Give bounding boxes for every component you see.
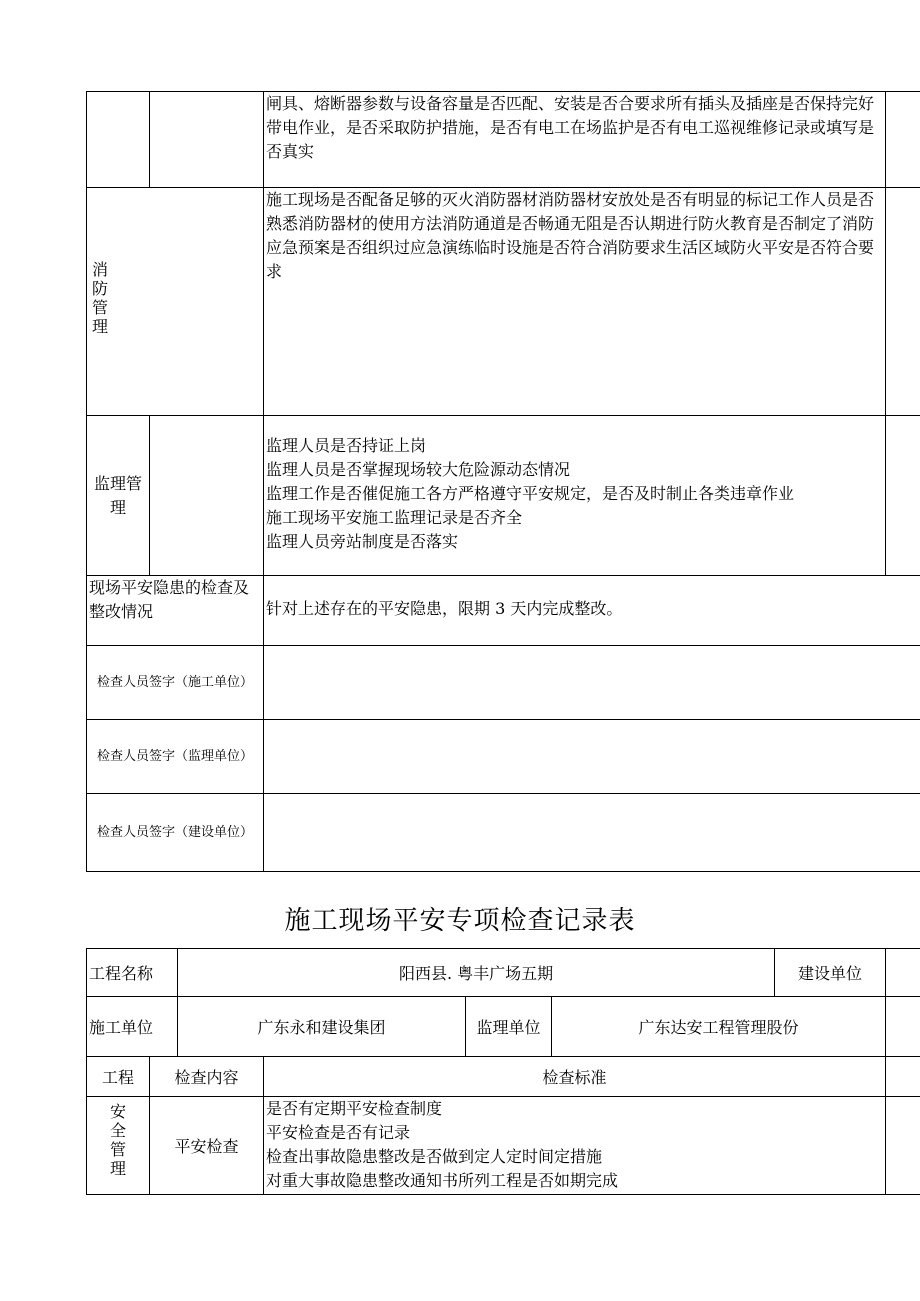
hazard-label-cell [87,576,264,646]
supervision-label-cell [87,416,150,576]
signature-build-field[interactable] [264,794,920,872]
header-result-cell [886,1057,920,1097]
fire-standard-cell [264,188,886,416]
safety-line-3: 检查出事故隐患整改是否做到定人定时间定措施 [266,1147,603,1166]
supervision-unit: 广东达安工程管理股份 [638,1018,799,1037]
fire-result-cell [886,188,920,416]
electrical-result-cell [886,92,920,188]
signature-build-label: 检查人员签字（建设单位） [96,824,253,840]
safety-standard-cell [264,1097,886,1195]
header-content: 检查内容 [174,1068,239,1087]
signature-supervision-field[interactable] [264,720,920,794]
inspection-table-continued [86,91,920,872]
electrical-line-1: 闸具、熔断器参数与设备容量是否匹配、安装是否合要求所有插头及插座是否保持完好 [266,94,875,113]
electrical-item-cell [87,92,150,188]
safety-label-cell [87,1097,150,1195]
safety-line-2: 平安检查是否有记录 [266,1123,411,1142]
electrical-line-2: 带电作业，是否采取防护措施，是否有电工在场监护是否有电工巡视维修记录或填写是否真实 [266,118,875,161]
page-title: 施工现场平安专项检查记录表 [284,906,636,936]
construction-unit: 广东永和建设集团 [257,1018,386,1037]
supervision-unit-extra-cell [886,997,920,1057]
supervision-unit-cell [552,997,886,1057]
fire-label-char: 理 [91,316,108,336]
build-unit-label-cell [775,949,886,997]
fire-label-cell [87,188,264,416]
header-item: 工程 [101,1068,134,1087]
supervision-line-5: 监理人员旁站制度是否落实 [266,532,459,551]
supervision-line-4: 施工现场平安施工监理记录是否齐全 [266,508,523,527]
signature-construction-label: 检查人员签字（施工单位） [96,674,253,690]
signature-construction-field[interactable] [264,646,920,720]
safety-line-4: 对重大事故隐患整改通知书所列工程是否如期完成 [266,1171,619,1190]
inspection-table [86,948,920,1195]
build-unit-cell [886,949,920,997]
supervision-label: 监理管理 [93,473,142,517]
construction-unit-label-cell [87,997,178,1057]
build-unit-label: 建设单位 [798,964,863,983]
fire-label-char: 管 [91,297,108,317]
safety-result-cell [886,1097,920,1195]
header-standard-cell [264,1057,886,1097]
supervision-content-cell [150,416,264,576]
signature-supervision-cell [87,720,264,794]
hazard-content: 针对上述存在的平安隐患，限期 3 天内完成整改。 [266,598,623,618]
signature-construction-cell [87,646,264,720]
signature-build-cell [87,794,264,872]
construction-unit-cell [178,997,466,1057]
safety-label-char: 理 [109,1158,126,1178]
signature-supervision-label: 检查人员签字（监理单位） [96,748,253,764]
safety-content: 平安检查 [174,1137,239,1156]
project-name: 阳西县. 粤丰广场五期 [398,964,554,983]
supervision-result-cell [886,416,920,576]
electrical-standard-cell [264,92,886,188]
fire-standard-text: 施工现场是否配备足够的灭火消防器材消防器材安放处是否有明显的标记工作人员是否熟悉消防器材的使用方法消防通道是否畅通无阻是否认期进行防火教育是否制定了消防应急预案是否组织过应急演练临时设施是否符合消防要求生活区域防火平安是否符合要求 [266,190,875,281]
safety-label-char: 安 [109,1101,126,1121]
safety-line-1: 是否有定期平安检查制度 [266,1099,443,1118]
header-standard: 检查标准 [542,1068,607,1087]
supervision-unit-label-cell [466,997,552,1057]
supervision-line-3: 监理工作是否催促施工各方严格遵守平安规定，是否及时制止各类违章作业 [266,484,795,503]
electrical-content-cell [150,92,264,188]
construction-unit-label: 施工单位 [89,1018,154,1037]
header-item-cell [87,1057,150,1097]
supervision-unit-label: 监理单位 [476,1018,541,1037]
project-name-cell [178,949,775,997]
fire-label-char: 消 [91,259,108,279]
supervision-standard-cell [264,416,886,576]
supervision-line-2: 监理人员是否掌握现场较大危险源动态情况 [266,460,571,479]
project-name-label: 工程名称 [89,964,154,983]
safety-content-cell [150,1097,264,1195]
supervision-line-1: 监理人员是否持证上岗 [266,436,427,455]
safety-label-char: 全 [109,1120,126,1140]
hazard-content-cell [264,576,920,646]
project-name-label-cell [87,949,178,997]
fire-label-char: 防 [91,278,108,298]
safety-label-char: 管 [109,1139,126,1159]
header-content-cell [150,1057,264,1097]
hazard-label: 现场平安隐患的检查及整改情况 [89,578,250,621]
